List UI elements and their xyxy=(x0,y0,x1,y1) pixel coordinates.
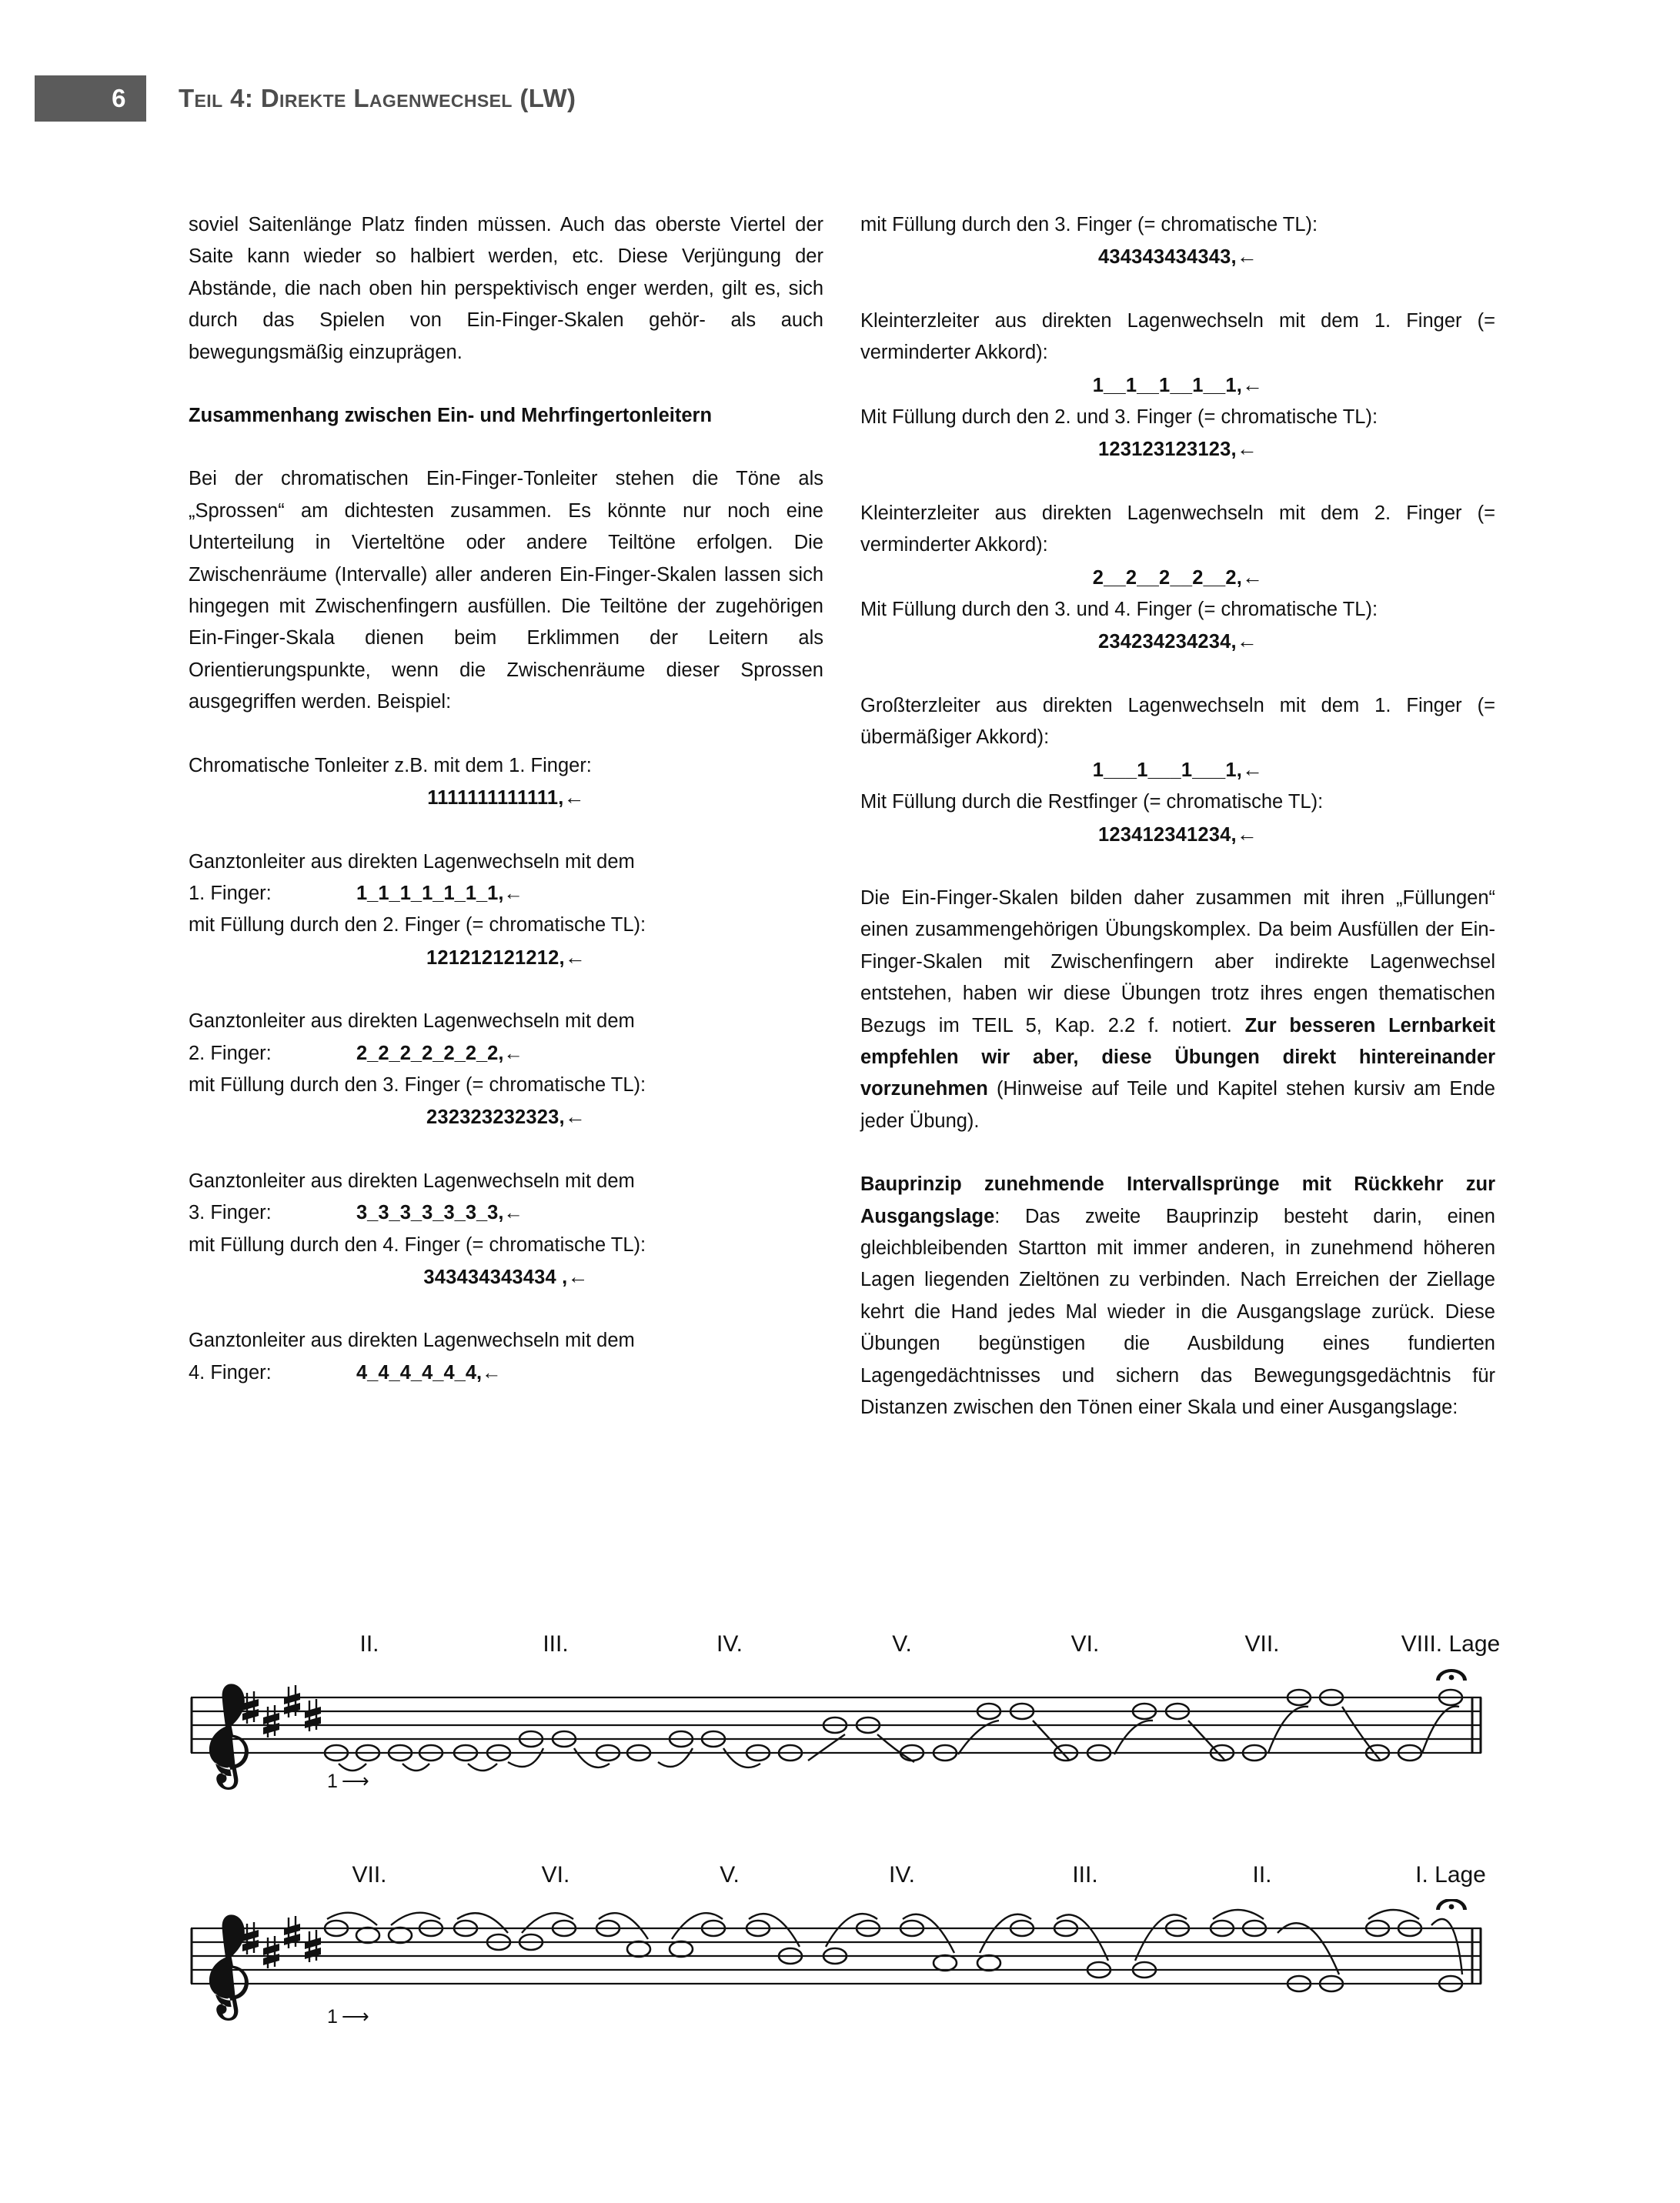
page-header xyxy=(0,75,1680,122)
grossterz-title: Großterzleiter aus direkten Lagenwechseln mit dem 1. Finger (= übermäßiger Akkord): xyxy=(860,694,1495,749)
page-number-badge xyxy=(35,75,146,122)
kleinterz-fill-pattern-2: 234234234234,← xyxy=(1097,629,1258,653)
ganzton-row-1 xyxy=(189,878,823,910)
kleinterz-title-1: Kleinterzleiter aus direkten Lagenwechseln mit dem 1. Finger (= verminderter Akkord): xyxy=(860,309,1495,364)
music-system-ascending xyxy=(0,1631,1680,1799)
lage-label-desc-5: II. xyxy=(1252,1862,1272,1888)
uebungskomplex-text-2: (Hinweise auf Teile und Kapitel stehen kursiv am Ende jeder Übung). xyxy=(860,1078,1495,1132)
grossterz-pattern: 1___1___1___1,← xyxy=(1092,757,1264,781)
ganzton-fill-pattern-3: 343434343434 ,← xyxy=(423,1264,589,1288)
lage-label-row-ascending xyxy=(0,1631,1680,1668)
bauprinzip-heading: Bauprinzip zunehmende Intervallsprünge mit Rückkehr zur Ausgangslage xyxy=(860,1173,1495,1227)
ganzton-fill-pattern-1: 121212121212,← xyxy=(426,945,586,969)
lage-label-asc-5: VII. xyxy=(1244,1631,1280,1657)
paragraph-intro: soviel Saitenlänge Platz finden müssen. Auch das oberste Viertel der Saite kann wieder so halbiert werden, etc. Diese Verjüngung der Abstände, die nach oben hin perspektivisch enger werden, gilt es, sich durch das Spielen von Ein-Finger-Skalen gehör- als auch bewegungsmäßig einzuprägen. xyxy=(189,214,823,363)
kleinterz-fill-label-1: Mit Füllung durch den 2. und 3. Finger (= chromatische TL): xyxy=(860,406,1378,429)
lage-label-asc-3: V. xyxy=(892,1631,912,1657)
section-heading-zusammenhang: Zusammenhang zwischen Ein- und Mehrfingertonleitern xyxy=(189,405,713,427)
lage-label-asc-4: VI. xyxy=(1070,1631,1100,1657)
ganzton-row-3 xyxy=(189,1197,823,1229)
page-number: 6 xyxy=(112,84,126,112)
kleinterz-fill-pattern-1: 123123123123,← xyxy=(1097,437,1258,461)
music-system-descending xyxy=(0,1862,1680,2030)
ganzton-finger-label-4: 4. Finger: xyxy=(189,1361,272,1384)
chromatic-scale-pattern: 1111111111111,← xyxy=(427,786,585,809)
ganzton-title-1: Ganztonleiter aus direkten Lagenwechseln mit dem xyxy=(189,850,635,873)
staff-descending xyxy=(0,1899,1680,2030)
paragraph-bauprinzip xyxy=(860,1169,1495,1424)
paragraph-body: Bei der chromatischen Ein-Finger-Tonleiter stehen die Töne als „Sprossen“ am dichtesten zusammen. Es könnte nur noch eine Unterteilung in Vierteltöne oder andere Teiltöne erfolgen. Die Zwischenräume (Intervalle) aller anderen Ein-Finger-Skalen lassen sich hingegen mit Zwischenfingern ausfüllen. Die Teiltöne der zugehörigen Ein-Finger-Skala dienen beim Erklimmen der Leitern als Orientierungspunkte, wenn die Zwischenräume dieser Sprossen ausgegriffen werden. Beispiel: xyxy=(189,468,823,713)
ganzton-fill-label-2: mit Füllung durch den 3. Finger (= chromatische TL): xyxy=(189,1073,646,1096)
ganzton-fill-label-1: mit Füllung durch den 2. Finger (= chromatische TL): xyxy=(189,914,646,936)
lage-label-desc-1: VI. xyxy=(541,1862,570,1888)
ganzton-title-4: Ganztonleiter aus direkten Lagenwechseln mit dem xyxy=(189,1330,635,1352)
right-top-fill-pattern: 434343434343,← xyxy=(1097,245,1258,269)
ganzton-finger-label-1: 1. Finger: xyxy=(189,882,272,904)
ganzton-finger-pattern-1: 1_1_1_1_1_1_1,← xyxy=(356,882,523,904)
ganzton-finger-pattern-3: 3_3_3_3_3_3_3,← xyxy=(356,1202,523,1224)
ganzton-finger-pattern-4: 4_4_4_4_4_4,← xyxy=(356,1361,502,1384)
finger-marking-ascending: 1 ⟶ xyxy=(327,1771,369,1792)
kleinterz-pattern-1: 1__1__1__1__1,← xyxy=(1092,372,1264,396)
right-column xyxy=(860,209,1495,1424)
kleinterz-fill-label-2: Mit Füllung durch den 3. und 4. Finger (= chromatische TL): xyxy=(860,599,1378,621)
ganzton-finger-pattern-2: 2_2_2_2_2_2_2,← xyxy=(356,1042,523,1064)
ganzton-finger-label-2: 2. Finger: xyxy=(189,1042,272,1064)
lage-label-row-descending xyxy=(0,1862,1680,1899)
kleinterz-title-2: Kleinterzleiter aus direkten Lagenwechseln mit dem 2. Finger (= verminderter Akkord): xyxy=(860,502,1495,556)
lage-label-desc-0: VII. xyxy=(352,1862,387,1888)
lage-label-asc-6: VIII. Lage xyxy=(1401,1631,1501,1657)
page-title: Teil 4: Direkte Lagenwechsel (LW) xyxy=(179,84,576,112)
lage-label-desc-4: III. xyxy=(1072,1862,1098,1888)
paragraph-uebungskomplex xyxy=(860,883,1495,1137)
ganzton-row-2 xyxy=(189,1038,823,1070)
kleinterz-pattern-2: 2__2__2__2__2,← xyxy=(1092,565,1264,589)
lage-label-asc-1: III. xyxy=(543,1631,569,1657)
bauprinzip-text: : Das zweite Bauprinzip besteht darin, einen gleichbleibenden Startton mit immer anderen, in zunehmend höheren Lagen liegenden Zieltönen zu verbinden. Nach Erreichen der Ziellage kehrt die Hand jedes Mal wieder in die Ausgangslage zurück. Diese Übungen begünstigen die Ausbildung eines fundierten Lagengedächtnisses und sichern das Bewegungsgedächtnis für Distanzen zwischen den Tönen einer Skala und einer Ausgangslage: xyxy=(860,1205,1495,1418)
lage-label-desc-3: IV. xyxy=(889,1862,915,1888)
staff-ascending xyxy=(0,1668,1680,1799)
left-column xyxy=(189,209,823,1389)
grossterz-fill-pattern: 123412341234,← xyxy=(1097,822,1258,846)
uebungskomplex-text-bold: Zur besseren Lernbarkeit empfehlen wir aber, diese Übungen direkt hintereinander vorzunehmen xyxy=(860,1014,1495,1100)
lage-label-asc-2: IV. xyxy=(716,1631,743,1657)
ganzton-finger-label-3: 3. Finger: xyxy=(189,1202,272,1224)
ganzton-title-3: Ganztonleiter aus direkten Lagenwechseln mit dem xyxy=(189,1170,635,1192)
ganzton-row-4 xyxy=(189,1357,823,1389)
music-notation-area xyxy=(0,1631,1680,2170)
lage-label-desc-2: V. xyxy=(720,1862,740,1888)
chromatic-scale-label: Chromatische Tonleiter z.B. mit dem 1. Finger: xyxy=(189,754,592,776)
ganzton-fill-label-3: mit Füllung durch den 4. Finger (= chromatische TL): xyxy=(189,1233,646,1256)
grossterz-fill-label: Mit Füllung durch die Restfinger (= chromatische TL): xyxy=(860,791,1324,813)
lage-label-desc-6: I. Lage xyxy=(1415,1862,1486,1888)
uebungskomplex-text-1: Die Ein-Finger-Skalen bilden daher zusammen mit ihren „Füllungen“ einen zusammengehörigen Übungskomplex. Da beim Ausfüllen der Ein-Finger-Skalen mit Zwischenfingern aber indirekte Lagenwechsel entstehen, haben wir diese Übungen trotz ihres engen thematischen Bezugs im TEIL 5, Kap. 2.2 f. notiert. xyxy=(860,886,1495,1036)
right-top-fill-label: mit Füllung durch den 3. Finger (= chromatische TL): xyxy=(860,214,1318,235)
finger-marking-descending: 1 ⟶ xyxy=(327,2006,369,2028)
ganzton-title-2: Ganztonleiter aus direkten Lagenwechseln mit dem xyxy=(189,1010,635,1033)
lage-label-asc-0: II. xyxy=(359,1631,379,1657)
ganzton-fill-pattern-2: 232323232323,← xyxy=(426,1105,586,1129)
